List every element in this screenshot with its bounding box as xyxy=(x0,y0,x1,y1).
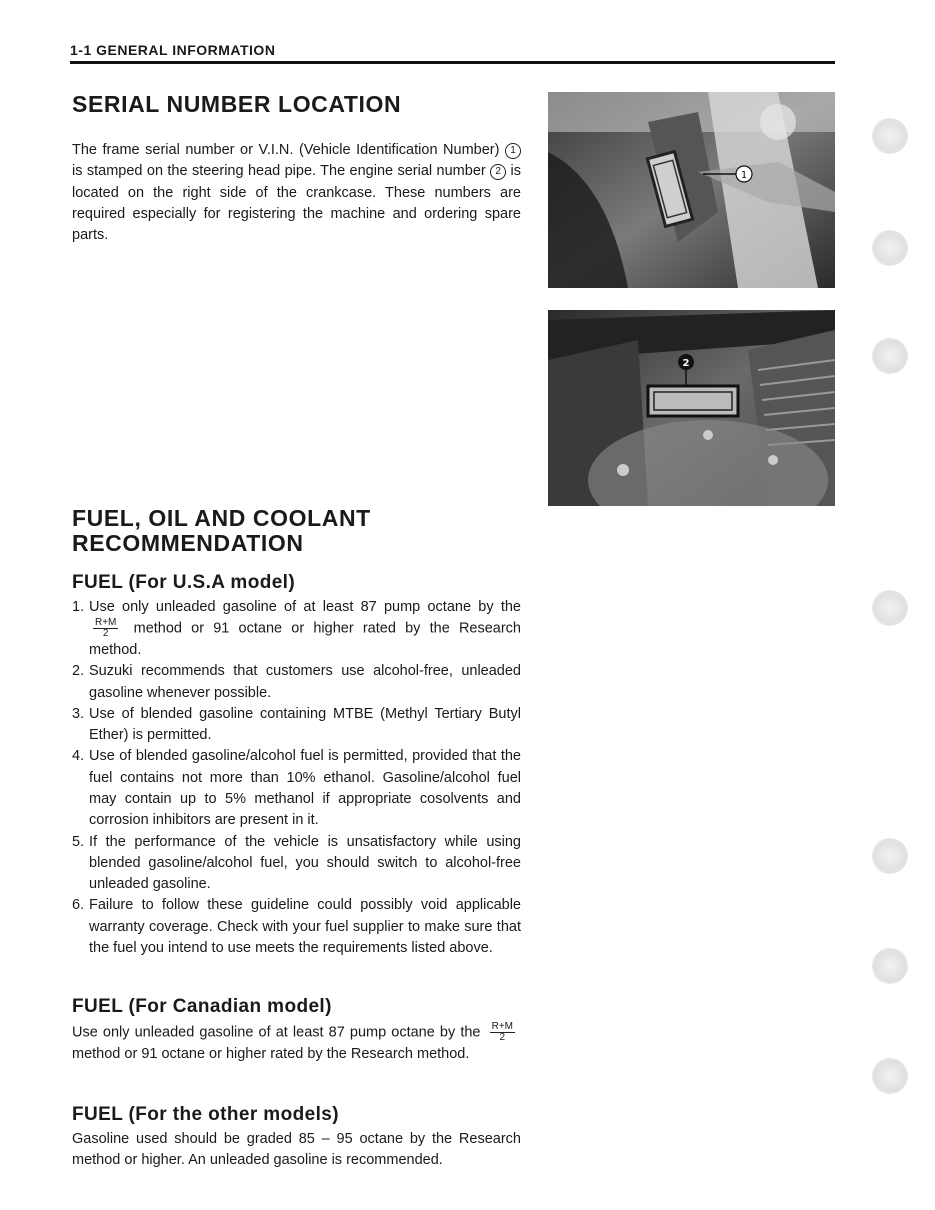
list-item-text-pre: Use only unleaded gasoline of at least 87 pump octane by the xyxy=(89,599,521,615)
fuel-usa-list xyxy=(72,597,521,959)
fuel-other-paragraph: Gasoline used should be graded 85 – 95 octane by the Research method or higher. An unleaded gasoline is recommended. xyxy=(72,1131,521,1169)
binder-hole-mark xyxy=(872,230,908,266)
octane-formula xyxy=(490,1022,515,1043)
page-header: 1-1 GENERAL INFORMATION xyxy=(70,42,276,58)
crankcase-photo xyxy=(548,310,835,506)
list-item-text: Use of blended gasoline/alcohol fuel is permitted, provided that the fuel contains not more than 10% ethanol. Gasoline/alcohol fuel may contain up to 5% methanol if appropriate cosolvents and corrosion inhibitors are present in it. xyxy=(89,748,521,829)
list-item-number: 6. xyxy=(72,897,85,914)
octane-formula xyxy=(93,618,118,639)
binder-hole-mark xyxy=(872,590,908,626)
formula-numerator: R+M xyxy=(491,1021,513,1032)
list-item-text-post: method or 91 octane or higher rated by the Research method. xyxy=(89,620,521,658)
header-rule xyxy=(70,61,835,64)
list-item xyxy=(72,746,521,831)
list-item xyxy=(72,661,521,704)
fuel-usa-heading: FUEL (For U.S.A model) xyxy=(72,572,296,593)
steering-head-illustration xyxy=(548,92,835,288)
fuel-oil-coolant-heading-line1: FUEL, OIL AND COOLANT xyxy=(72,505,371,531)
callout-circle-1: 1 xyxy=(505,143,521,159)
formula-numerator: R+M xyxy=(95,617,117,629)
list-item-number: 2. xyxy=(72,663,85,680)
list-item xyxy=(72,895,521,959)
formula-denominator: 2 xyxy=(102,628,109,640)
binder-hole-mark xyxy=(872,1058,908,1094)
fuel-canada-paragraph xyxy=(72,1022,521,1065)
callout-circle-2: 2 xyxy=(490,164,506,180)
list-item-text: If the performance of the vehicle is unsatisfactory while using blended gasoline/alcohol fuel, you should switch to alcohol-free unleaded gasoline. xyxy=(89,833,521,893)
list-item-text: Failure to follow these guideline could possibly void applicable warranty coverage. Check with your fuel supplier to make sure that the fuel you intend to use meets the requirements listed above. xyxy=(89,897,521,957)
serial-paragraph xyxy=(72,140,521,246)
list-item-number: 4. xyxy=(72,748,85,765)
serial-text-1: The frame serial number or V.I.N. (Vehicle Identification Number) xyxy=(72,142,500,158)
binder-hole-mark xyxy=(872,838,908,874)
serial-text-2: is stamped on the steering head pipe. The engine serial number xyxy=(72,163,486,180)
photo-callout-1: 1 xyxy=(740,170,748,181)
list-item-text: Suzuki recommends that customers use alcohol-free, unleaded gasoline whenever possible. xyxy=(89,663,521,701)
list-item xyxy=(72,597,521,661)
list-item-number: 3. xyxy=(72,705,85,722)
binder-hole-mark xyxy=(872,118,908,154)
fuel-other-heading: FUEL (For the other models) xyxy=(72,1104,339,1125)
serial-text-3: is located on the right side of the crankcase. These numbers are required especially for registering the machine and ordering spare parts. xyxy=(72,163,522,244)
formula-denominator: 2 xyxy=(499,1032,506,1043)
list-item-text xyxy=(89,597,521,661)
fuel-canada-heading: FUEL (For Canadian model) xyxy=(72,996,332,1017)
binder-hole-mark xyxy=(872,338,908,374)
steering-head-photo xyxy=(548,92,835,288)
list-item-number: 1. xyxy=(72,599,85,615)
list-item xyxy=(72,704,521,747)
list-item-number: 5. xyxy=(72,833,85,850)
list-item xyxy=(72,832,521,896)
fuel-canada-text-post: method or 91 octane or higher rated by the Research method. xyxy=(72,1045,470,1062)
fuel-canada-text-pre: Use only unleaded gasoline of at least 87 pump octane by the xyxy=(72,1024,481,1041)
fuel-oil-coolant-heading xyxy=(72,506,371,556)
crankcase-illustration xyxy=(548,310,835,506)
binder-hole-mark xyxy=(872,948,908,984)
list-item-text: Use of blended gasoline containing MTBE (Methyl Tertiary Butyl Ether) is permitted. xyxy=(89,705,521,744)
photo-callout-2: 2 xyxy=(682,358,690,369)
fuel-oil-coolant-heading-line2: RECOMMENDATION xyxy=(72,530,304,556)
serial-heading: SERIAL NUMBER LOCATION xyxy=(72,91,402,117)
